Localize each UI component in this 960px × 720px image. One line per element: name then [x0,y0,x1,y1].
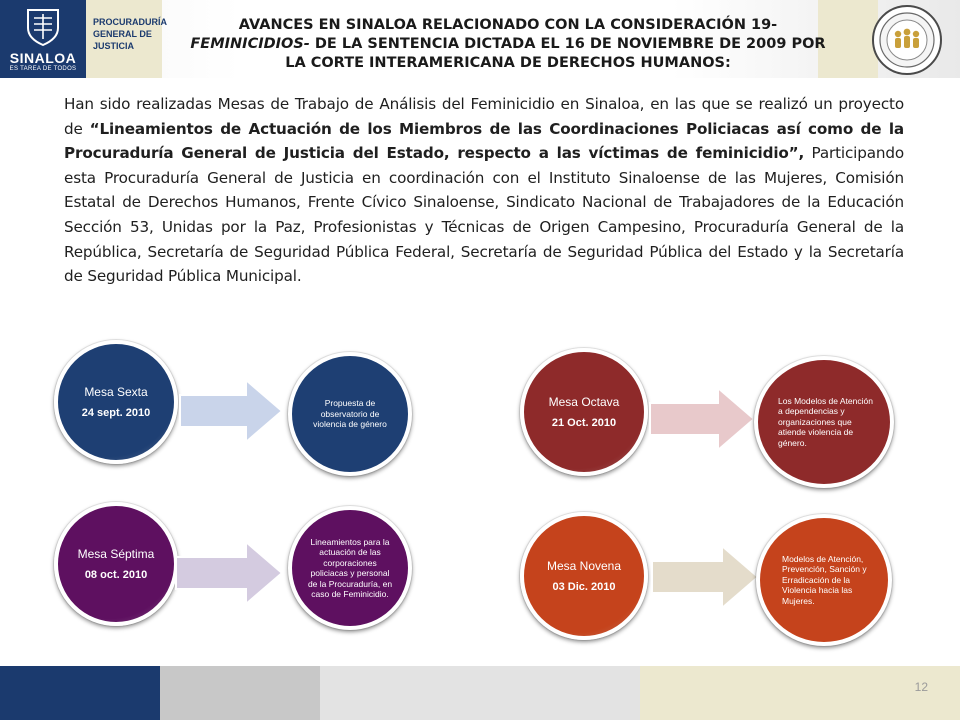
mesa-circle [520,348,648,476]
mesa-date: 08 oct. 2010 [84,569,148,581]
mesa-result: Los Modelos de Atención a dependencias y organizaciones que atiende violencia de género. [778,395,873,448]
mesa-circle [54,502,178,626]
page-title [168,16,848,73]
body-paragraph [64,92,904,289]
mesa-name: Mesa Sexta [84,385,148,399]
institution-line: JUSTICIA [93,41,135,51]
footer-block-lightgray [320,666,640,720]
title-line: LA CORTE INTERAMERICANA DE DERECHOS HUMANOS: [285,55,731,71]
shield-icon [24,6,62,46]
title-line-rest: DE LA SENTENCIA DICTADA EL 16 DE NOVIEMBRE DE 2009 POR [309,36,826,52]
mesa-name: Mesa Novena [546,559,622,573]
sinaloa-logo [0,0,86,78]
mesa-result-circle [288,506,412,630]
mesa-name: Mesa Séptima [77,547,155,561]
mesa-date: 21 Oct. 2010 [551,417,617,429]
footer-block-gray [160,666,320,720]
mesa-date: 24 sept. 2010 [81,407,151,419]
arrow-icon [648,386,756,452]
arrow-icon [178,378,284,444]
arrow-icon [650,544,760,610]
mesa-result-circle [756,514,892,646]
mesa-result: Propuesta de observatorio de violencia de género [313,398,387,430]
page-number: 12 [914,680,928,694]
mesa-result: Modelos de Atención, Prevención, Sanción y Erradicación de la Violencia hacia las Mujeres. [782,553,867,606]
title-italic: FEMINICIDIOS- [190,36,310,52]
institution-line: PROCURADURÍA [93,17,167,27]
mesa-circle [54,340,178,464]
title-line: AVANCES EN SINALOA RELACIONADO CON LA CONSIDERACIÓN 19- [238,17,778,33]
procuraduria-seal-icon [871,4,943,76]
institution-name [93,16,167,52]
institution-line: GENERAL DE [93,29,152,39]
paragraph-rest: Participando esta Procuraduría General de Justicia en coordinación con el Instituto Sinaloense de las Mujeres, Comisión Estatal de Derechos Humanos, Frente Cívico Sinaloense, Sindicato Nacional de Trabajadores de la Educación Sección 53, Unidas por la Paz, Profesionistas y Técnicas de Origen Campesino, Procuraduría General de la República, Secretaría de Seguridad Pública Federal, Secretaría de Seguridad Pública del Estado y la Secretaría de Seguridad Pública Municipal. [64,144,905,286]
paragraph-bold-title: “Lineamientos de Actuación de los Miembros de las Coordinaciones Policiacas así como de la Procuraduría General de Justicia del Estado, respecto a las víctimas de feminicidio”, [64,119,904,163]
mesa-result-circle [288,352,412,476]
arrow-icon [174,540,284,606]
mesa-circle [520,512,648,640]
mesa-result: Lineamientos para la actuación de las corporaciones policiacas y personal de la Procuraduría, en caso de Feminicidio. [307,536,393,599]
logo-tagline: ES TAREA DE TODOS [9,66,77,72]
mesa-name: Mesa Octava [548,395,620,409]
mesa-result-circle [754,356,894,488]
footer-block-navy [0,666,160,720]
logo-text: SINALOA [9,50,77,66]
paragraph-intro: Han sido realizadas Mesas de Trabajo de Análisis del Feminicidio en Sinaloa, en las que se realizó un proyecto de [64,95,904,138]
title-line [168,35,848,54]
mesa-date: 03 Dic. 2010 [552,581,616,593]
